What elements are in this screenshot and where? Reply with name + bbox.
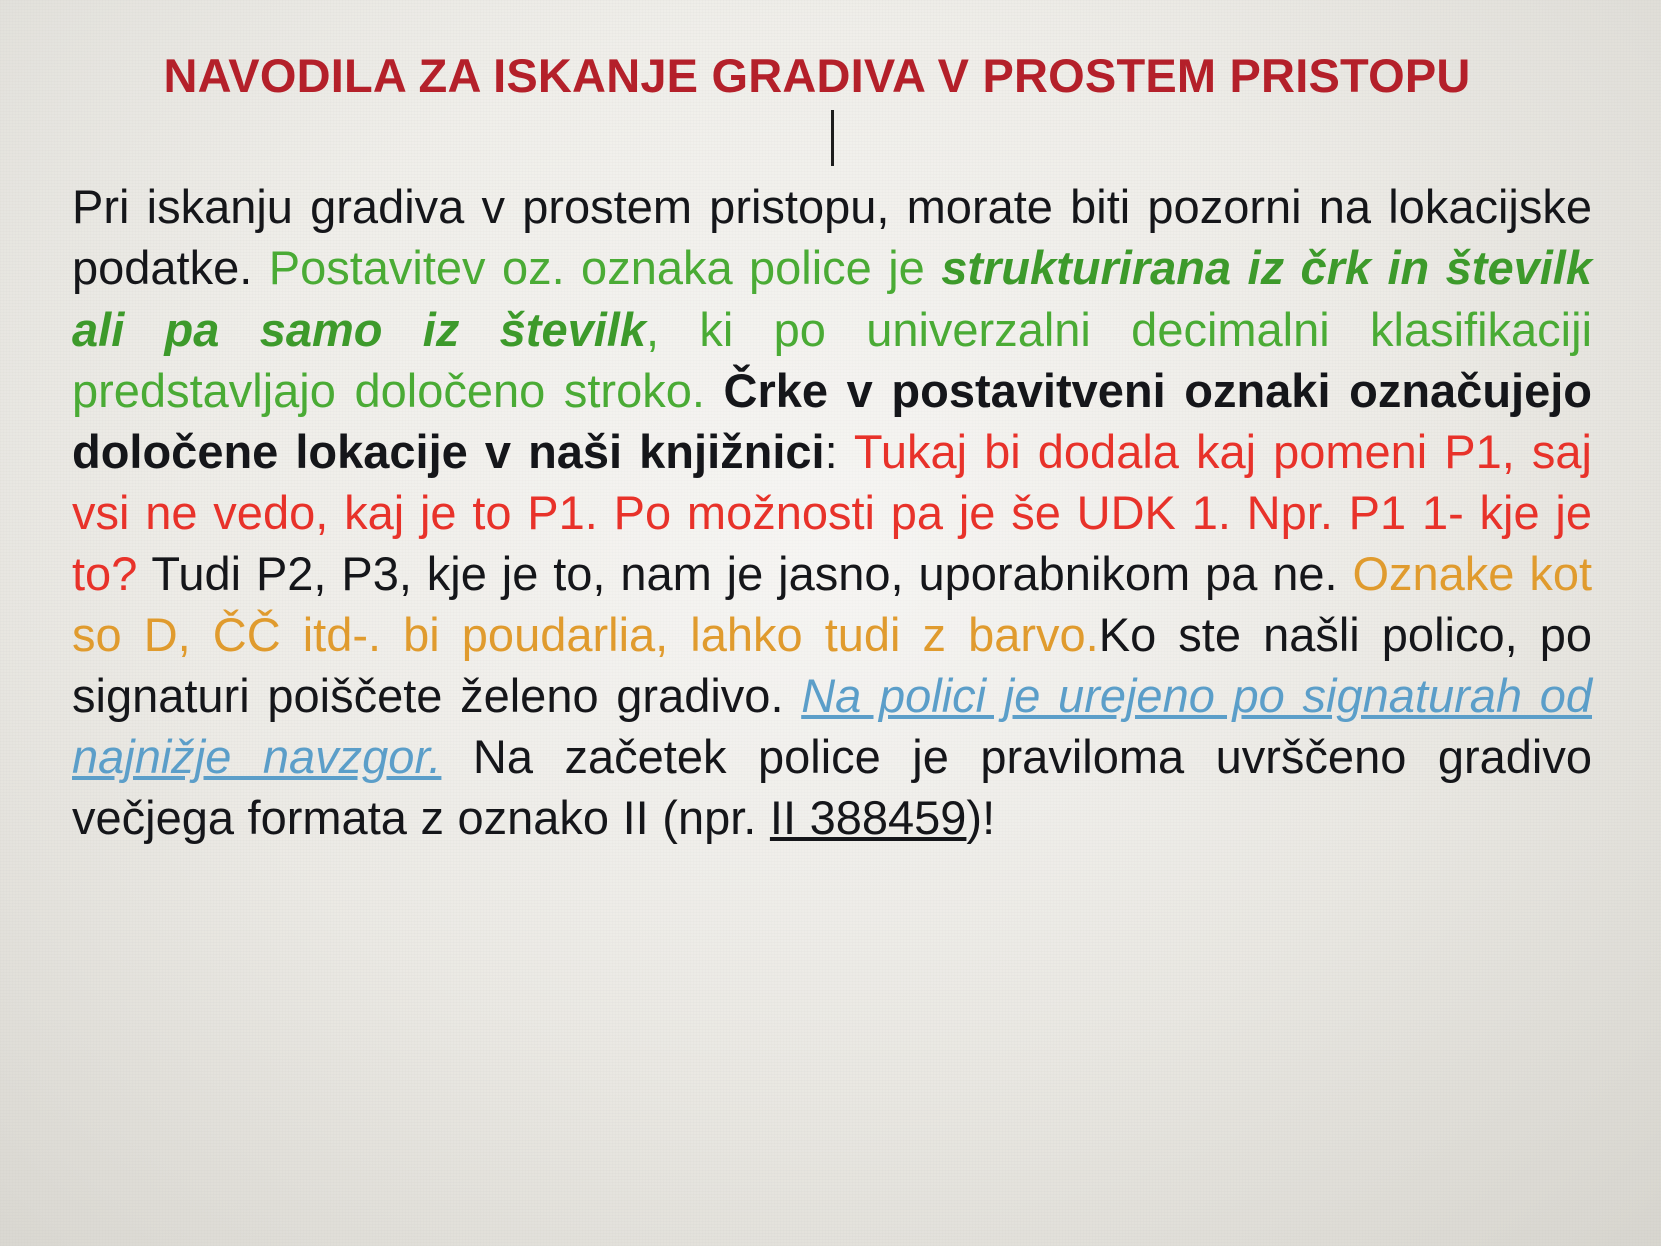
text-segment: Pri iskanju gradiva v prostem pristopu, morate biti pozorni na lokacijske podatke.: [72, 180, 1592, 295]
text-segment-red: Tukaj bi dodala kaj pomeni P1, saj vsi ne vedo, kaj je to P1. Po možnosti pa je še UDK 1. Npr. P1 1- kje je to?: [72, 424, 1592, 600]
text-segment-colon: :: [824, 424, 854, 478]
text-segment-green: Postavitev oz. oznaka police je: [268, 241, 942, 295]
text-segment-plain-4: Na začetek police je praviloma uvrščeno gradivo večjega formata z oznako II (npr.: [72, 730, 1592, 845]
text-segment-plain-3: Ko ste našli polico, po signaturi poiščete želeno gradivo.: [72, 608, 1593, 723]
text-caret-icon: [831, 110, 834, 166]
text-segment-orange: Oznake kot so D, ČČ itd-. bi poudarlia, lahko tudi z barvo.: [72, 546, 1593, 662]
document-body: [72, 48, 1592, 848]
text-segment-green-2: , ki po univerzalni decimalni klasifikaciji predstavljajo določeno stroko.: [72, 302, 1593, 417]
text-segment-green-bold-italic: strukturirana iz črk in številk ali pa samo iz številk: [72, 241, 1592, 356]
text-segment-underline-signature: II 388459: [769, 791, 967, 845]
document-paragraph[interactable]: [72, 176, 1592, 848]
text-segment-blue-underline: Na polici je urejeno po signaturah od najnižje navzgor.: [72, 669, 1592, 784]
text-segment-plain-2: Tudi P2, P3, kje je to, nam je jasno, uporabnikom pa ne.: [151, 546, 1353, 600]
text-segment-bold: Črke v postavitveni oznaki označujejo določene lokacije v naši knjižnici: [72, 363, 1592, 478]
text-segment-plain-5: )!: [966, 791, 996, 845]
document-title: NAVODILA ZA ISKANJE GRADIVA V PROSTEM PRISTOPU: [163, 49, 1471, 102]
